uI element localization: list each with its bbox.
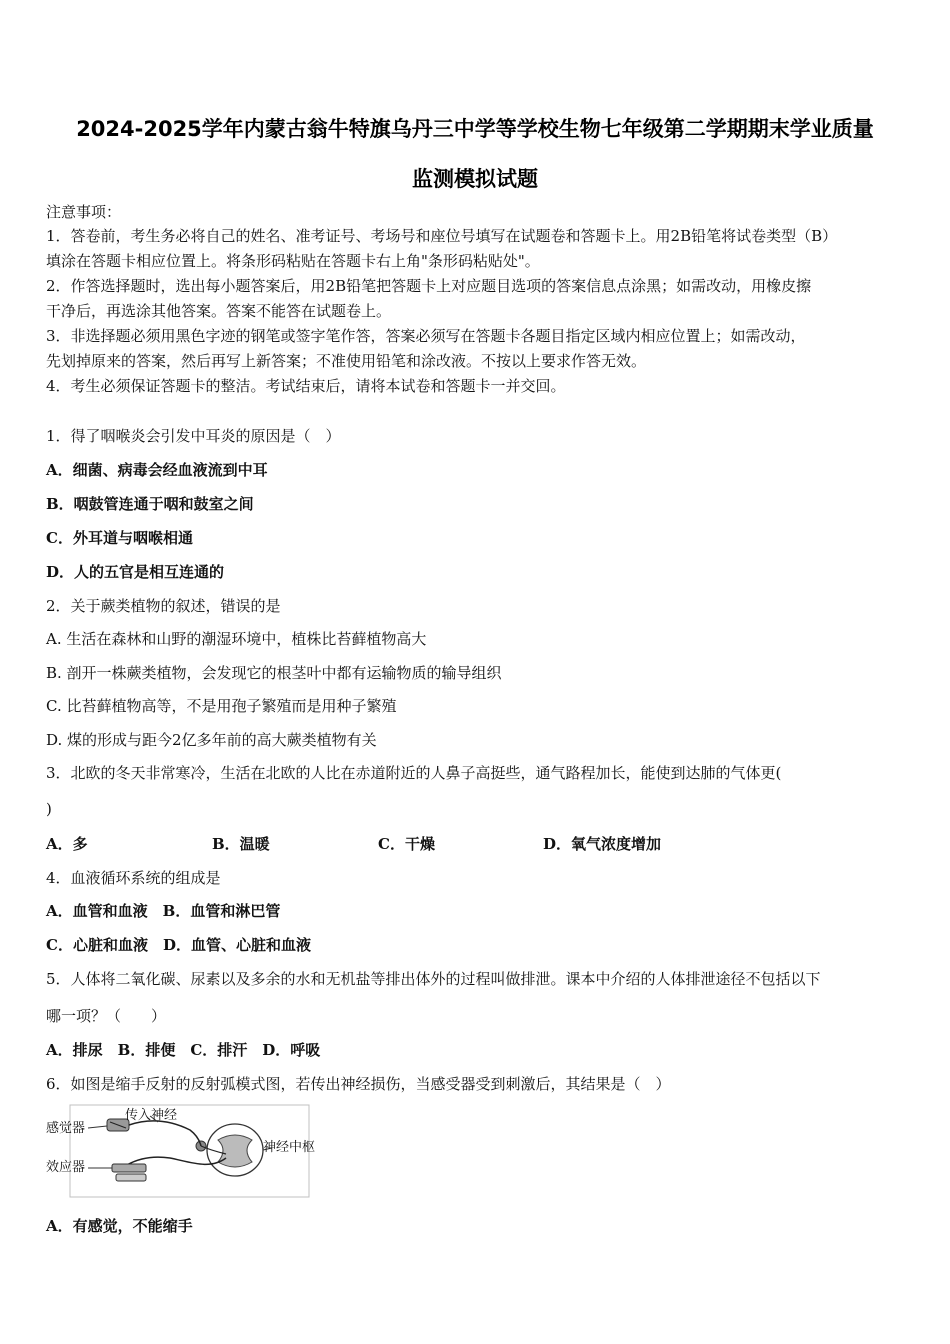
q6-stem: 6．如图是缩手反射的反射弧模式图，若传出神经损伤，当感受器受到刺激后，其结果是（ ）: [46, 1075, 671, 1093]
notice-heading: 注意事项：: [46, 203, 122, 221]
q2-option: B. 剖开一株蕨类植物，会发现它的根茎叶中都有运输物质的输导组织: [46, 664, 502, 682]
q3-stem-cont: ): [46, 800, 52, 818]
q3-option-b: B．温暖: [212, 835, 270, 853]
q2-option: D. 煤的形成与距今2亿多年前的高大蕨类植物有关: [46, 731, 377, 749]
effector-shape: [112, 1164, 146, 1181]
q4-options-row: C．心脏和血液 D．血管、心脏和血液: [46, 936, 311, 954]
q3-option-a: A．多: [46, 835, 88, 853]
q2-stem: 2．关于蕨类植物的叙述，错误的是: [46, 597, 281, 615]
notice-line: 3．非选择题必须用黑色字迹的钢笔或签字笔作答，答案必须写在答题卡各题目指定区域内相应位置上；如需改动，: [46, 327, 806, 345]
notice-line: 填涂在答题卡相应位置上。将条形码粘贴在答题卡右上角"条形码粘贴处"。: [46, 252, 540, 270]
title-line-1: 2024-2025学年内蒙古翁牛特旗乌丹三中学等学校生物七年级第二学期期末学业质量: [76, 117, 874, 141]
q4-stem: 4．血液循环系统的组成是: [46, 869, 221, 887]
label-effector: 效应器: [46, 1160, 86, 1175]
q3-option-c: C．干燥: [378, 835, 435, 853]
q4-options-row: A．血管和血液 B．血管和淋巴管: [46, 902, 281, 920]
notice-line: 4．考生必须保证答题卡的整洁。考试结束后，请将本试卷和答题卡一并交回。: [46, 377, 566, 395]
q3-option-d: D．氧气浓度增加: [543, 835, 662, 853]
spinal-cord-shape: [196, 1124, 263, 1176]
q1-option: A．细菌、病毒会经血液流到中耳: [46, 461, 268, 479]
label-nerve-center: 神经中枢: [263, 1140, 316, 1155]
notice-line: 干净后，再选涂其他答案。答案不能答在试题卷上。: [46, 302, 392, 320]
label-receptor: 感觉器: [46, 1121, 86, 1136]
q1-option: B．咽鼓管连通于咽和鼓室之间: [46, 495, 254, 513]
title-line-2: 监测模拟试题: [412, 167, 538, 191]
q3-stem: 3．北欧的冬天非常寒冷，生活在北欧的人比在赤道附近的人鼻子高挺些，通气路程加长，能使到达肺的气体更(: [46, 764, 782, 782]
q6-option-a: A．有感觉，不能缩手: [46, 1217, 193, 1235]
notice-line: 先划掉原来的答案，然后再写上新答案；不准使用铅笔和涂改液。不按以上要求作答无效。: [46, 352, 647, 370]
q5-stem-cont: 哪一项？（ ）: [46, 1007, 167, 1025]
q2-option: C. 比苔藓植物高等，不是用孢子繁殖而是用种子繁殖: [46, 697, 397, 715]
q5-stem: 5．人体将二氧化碳、尿素以及多余的水和无机盐等排出体外的过程叫做排泄。课本中介绍的人体排泄途径不包括以下: [46, 970, 821, 988]
q5-options-row: A．排尿 B．排便 C．排汗 D．呼吸: [46, 1041, 321, 1059]
notice-line: 2．作答选择题时，选出每小题答案后，用2B铅笔把答题卡上对应题目选项的答案信息点涂黑；如需改动，用橡皮擦: [46, 277, 812, 295]
notice-line: 1．答卷前，考生务必将自己的姓名、准考证号、考场号和座位号填写在试题卷和答题卡上。用2B铅笔将试卷类型（B）: [46, 227, 838, 245]
q1-stem: 1．得了咽喉炎会引发中耳炎的原因是（ ）: [46, 427, 341, 445]
q2-option: A. 生活在森林和山野的潮湿环境中，植株比苔藓植物高大: [46, 630, 427, 648]
q1-option: D．人的五官是相互连通的: [46, 563, 225, 581]
label-afferent-nerve: 传入神经: [125, 1108, 178, 1123]
q1-option: C．外耳道与咽喉相通: [46, 529, 193, 547]
